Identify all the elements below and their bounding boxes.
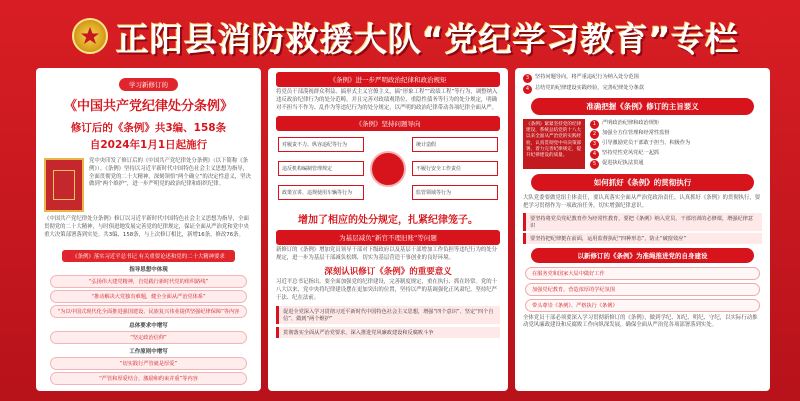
gist-point-text: 加强全方位管理和经常性监督 [602,130,670,136]
gist-point [590,160,762,169]
self-building-title: 以新修订的《条例》为准绳推进党的自身建设 [531,248,754,263]
closing-text: 全体党员干部必须要深入学习贯彻新修订的《条例》，做到学纪、知纪、明纪、守纪，以实际行动推动党风廉政建设和反腐败工作向纵深发展，确保全面从严治党各项部署落到实处。 [523,314,758,329]
number-badge: 2 [590,130,599,139]
diagram-right-item: 统计造假 [412,137,498,152]
principle-item: “切实践行严管就是厚爱” [50,357,247,370]
requirement-ribbon: 《条例》落实习近平总书记 有关重要论述和党的二十大精神要求 [62,250,235,262]
panel-discipline [268,68,508,391]
top-item-text: 坚持问题导向，将严重违纪行为纳入处分范围 [535,74,639,80]
gist-points [590,119,762,170]
significance-bullet: 促进全党深入学习贯彻习近平新时代中国特色社会主义思想，增强“四个意识”、坚定“四个自信”、做到“两个维护” [276,306,500,324]
significance-bullet: 贯彻落实全面从严治党要求，深入推进党风廉政建设和反腐败斗争 [276,327,500,338]
number-badge: 4 [590,150,599,159]
self-building-item: 在服务党和国家大局中做好工作 [525,267,760,280]
group-principle-label: 工作原则中增写 [129,349,168,356]
diagram-left-item: 对履责不力、纵容违纪等行为 [278,137,364,152]
number-badge: 1 [590,120,599,129]
regulation-title: 《中国共产党纪律处分条例》 [63,99,233,114]
gist-row [523,119,762,170]
book-icon [44,158,84,212]
top-item [523,85,762,94]
revision-paragraph: 《中国共产党纪律处分条例》修订以习近平新时代中国特色社会主义思想为指导，全面贯彻党的二十大精神，与时俱进地发展完善党的纪律规定，保证全面从严治党和党中央重大决策部署落到实处。共3编、158条，与上次修订相比，新增16条，修改76条。 [44,216,249,238]
guiding-item: “推动解决大党独有难题，健全全面从严治党体系” [50,290,247,303]
gist-point-text: 促进执纪执法贯通 [602,160,644,166]
top-item [523,74,762,83]
guiding-item: “为以中国式现代化全面推进强国建设、民族复兴伟业提供坚强纪律保障”等内容 [50,305,247,318]
diagram-right-item: 不履行安全工作责任 [412,161,498,176]
intro-ribbon: 学习新修订的 [119,78,178,91]
grassroots-text: 新修订的《条例》增加党员领导干部对下级政府以及基层干部增加工作负担等违纪行为的处分规定，进一步为基层干部减负松绑，切实为基层营造干事创业的良好环境。 [276,247,498,262]
emphasis-text: 增加了相应的处分规定，扎紧纪律笼子。 [298,215,478,227]
group-guiding-label: 指导思想中体现 [129,267,168,274]
diagram-right-item: 监管领域等行为 [412,185,498,200]
overall-item: “坚定政治信仰” [50,331,247,344]
significance-text: 习近平总书记指出，要全面加强党的纪律建设，完善制度规定，重在执行、抓在经常。党的十八大以来，党中央将纪律建设摆在更加突出的位置，坚持以严的基调强化正风肃纪，坚持纪严于法、纪在法前。 [276,279,498,301]
intro-text: 党中央印发了修订后的《中国共产党纪律处分条例》（以下简称《条例》）。《条例》坚持以习近平新时代中国特色社会主义思想为指导，全面贯彻党的二十大精神，深刻领悟“两个确立”的决定性意义，坚决做到“两个维护”，进一步严明党的政治纪律和组织纪律。 [89,158,251,188]
gist-point [590,140,762,149]
self-building-item: 加强党纪教育，营造浓厚的学纪氛围 [525,283,760,296]
number-badge: 3 [523,74,532,83]
fist-icon [370,151,406,187]
gist-point-text: 严明政治纪律和政治规矩 [602,120,660,126]
panel-implementation [515,68,770,391]
problem-diagram [278,135,498,207]
page-title: 正阳县消防救援大队“党纪学习教育”专栏 [116,20,740,59]
significance-heading: 深刻认识修订《条例》的重要意义 [324,267,452,278]
guiding-item: “弘扬伟大建党精神，自觉践行新时代党的组织路线” [50,275,247,288]
revision-summary: 修订后的《条例》共3编、158条 [70,122,227,134]
gist-title: 准确把握《条例》修订的主旨要义 [531,98,754,115]
panel-regulation-intro [36,68,261,391]
gist-point [590,130,762,139]
number-badge: 3 [590,140,599,149]
principle-item: “严管和厚爱结合，激励和约束并重”等内容 [50,372,247,385]
implement-text: 大队党委要做党组主体责任，要认真落实全面从严治党政治责任，认真抓好《条例》的贯彻执行，要把学习贯彻作为一项政治任务，切实增强纪律意识。 [523,195,761,209]
problem-oriented-banner: 《条例》坚持问题导向 [276,116,500,131]
number-badge: 5 [590,160,599,169]
diagram-left-item: 违反机构编制管理规定 [278,161,364,176]
gist-point-text: 引导激励党员干部敢于担当、积极作为 [602,140,691,146]
diagram-left-item: 政策宣讲、违规使用车辆等行为 [278,185,364,200]
grassroots-banner: 为基层减负“新官不理旧账”等问题 [276,230,500,245]
implement-bullet: 要坚持把纪律挺在前面，运用监督执纪“四种形态”，防止“破窗效应” [523,233,762,244]
political-discipline-banner: 《条例》进一步严明政治纪律和政治规矩 [276,72,500,87]
self-building-item: 带头尊崇《条例》、严格执行《条例》 [525,299,760,312]
political-discipline-text: 将党员干部漠视群众利益、搞形式主义官僚主义，搞“形象工程”“政绩工程”等行为，调整纳入违反政治纪律行为的处分范畴，并且完善对政绩观错位、重隐性债务等行为的处分规定，明确对不担当不作为、乱作为等违纪行为的处分规定，以严明的政治纪律带动各项纪律全面从严。 [276,89,498,111]
gist-point [590,150,762,159]
fire-rescue-emblem-icon [72,18,108,54]
gist-image-text: 《条例》紧紧坚持党的纪律建设，系统总结党的十八大以来全面从严治党的实践经验，认真贯彻党中央决策部署，着力完善纪律规定，提升纪律建设的质量。 [523,119,585,169]
implement-bullet: 要坚持将党员党纪教育作为经常性教育，要把《条例》纳入党员、干部培训的必修课，增强纪律意识 [523,213,762,231]
effective-date: 自2024年1月1日起施行 [89,139,208,151]
implement-title: 如何抓好《条例》的贯彻执行 [531,174,754,191]
intro-row [44,158,253,212]
group-overall-label: 总体要求中增写 [129,323,168,330]
number-badge: 4 [523,85,532,94]
gist-point-text: 坚持党性党风党纪一起抓 [602,150,660,156]
header [0,0,800,62]
top-item-text: 总结党的纪律建设实践经验，完善纪律处分条款 [535,85,644,91]
gist-point [590,120,762,129]
